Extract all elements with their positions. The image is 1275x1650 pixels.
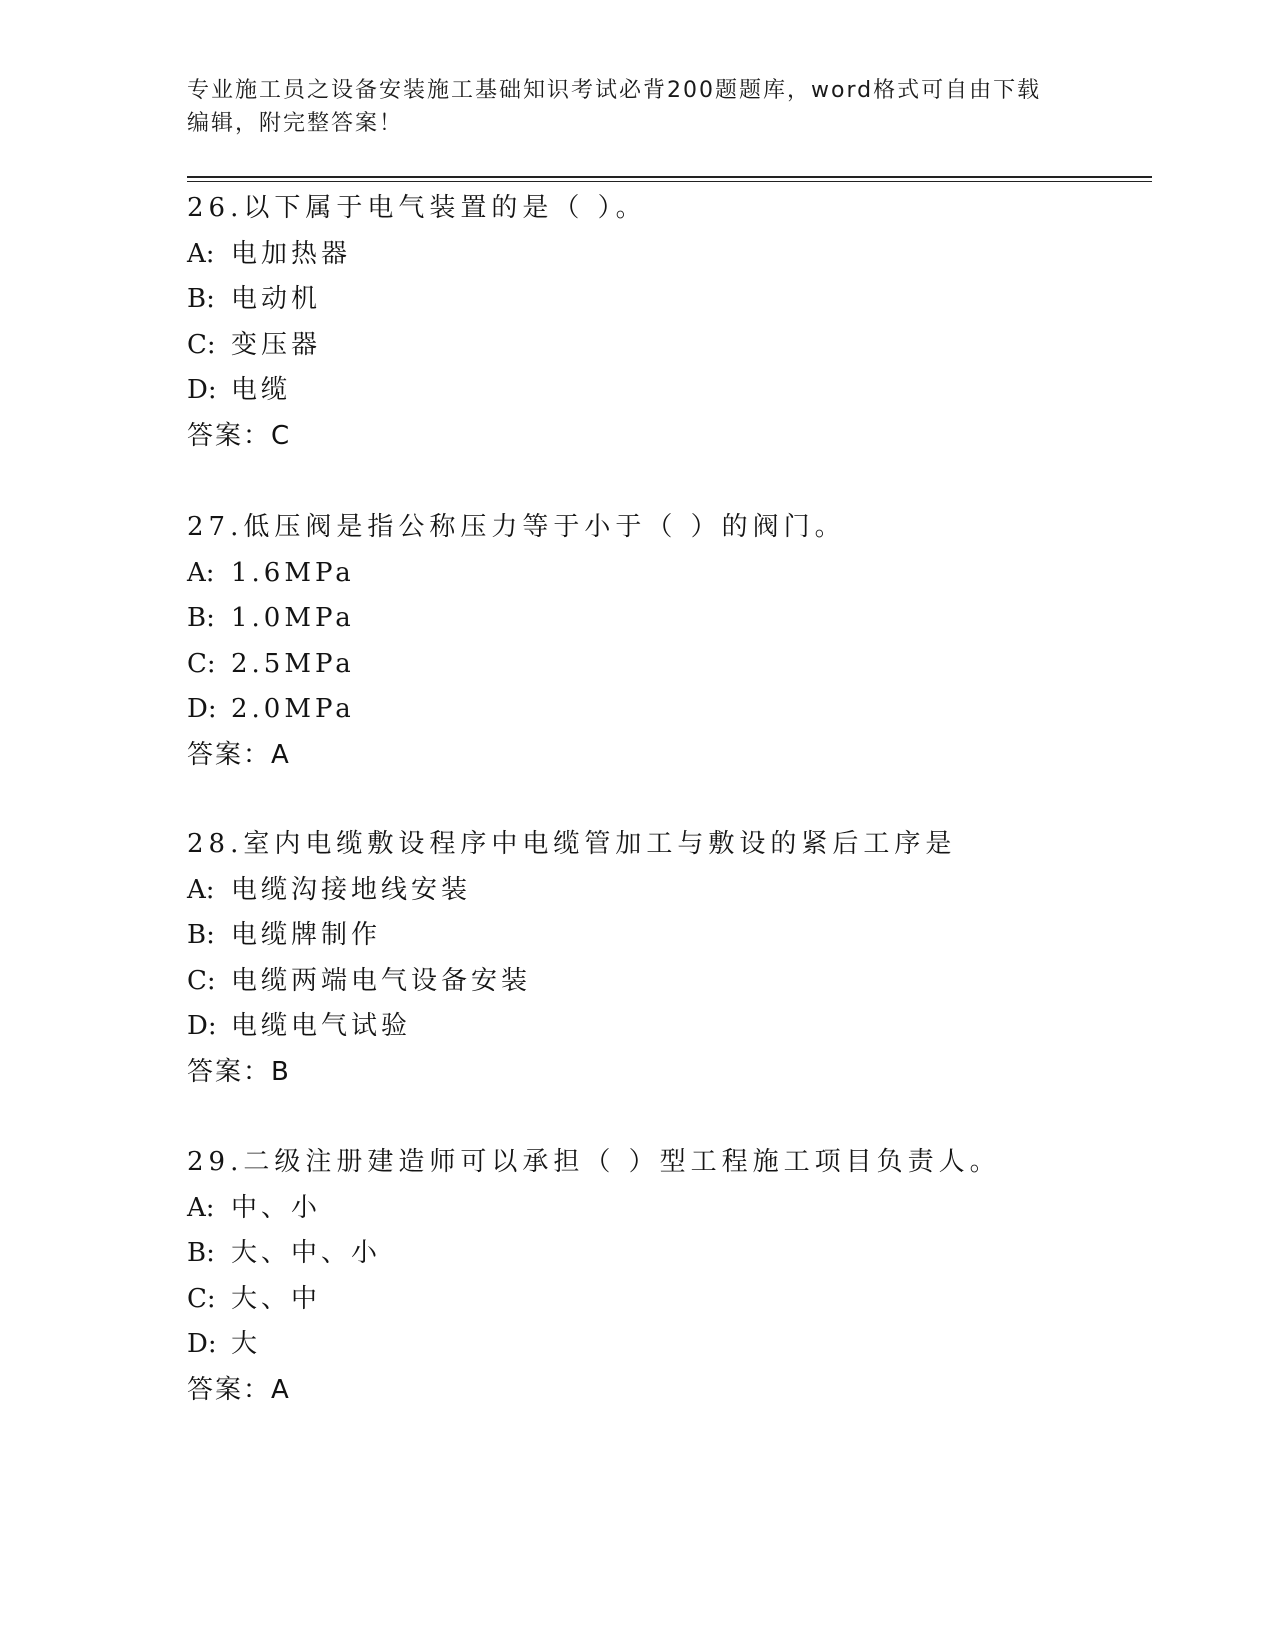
option-text: 大、中、小	[231, 1238, 382, 1269]
option-letter: C:	[187, 965, 216, 996]
option-b	[187, 1231, 1167, 1277]
option-c	[187, 642, 1167, 688]
option-text: 2.5MPa	[231, 648, 355, 679]
option-letter: D:	[187, 694, 217, 725]
option-letter: C:	[187, 648, 216, 679]
option-text: 电缆电气试验	[231, 1011, 412, 1042]
option-text: 大	[231, 1329, 262, 1360]
document-header	[187, 74, 1087, 140]
option-letter: B:	[187, 284, 215, 315]
question-stem: 28.室内电缆敷设程序中电缆管加工与敷设的紧后工序是	[187, 829, 957, 859]
option-letter: A:	[187, 874, 215, 905]
option-letter: B:	[187, 1238, 215, 1269]
option-a	[187, 551, 1167, 597]
option-text: 电加热器	[231, 238, 352, 269]
option-letter: C:	[187, 1283, 216, 1314]
option-text: 变压器	[231, 329, 322, 360]
answer-line: 答案：A	[187, 1374, 291, 1405]
question-stem: 29.二级注册建造师可以承担（ ）型工程施工项目负责人。	[187, 1147, 1001, 1177]
option-letter: A:	[187, 238, 215, 269]
header-line-1: 专业施工员之设备安装施工基础知识考试必背200题题库，word格式可自由下载	[187, 78, 1042, 103]
question-stem: 26.以下属于电气装置的是（ ）。	[187, 193, 647, 223]
question-27	[187, 505, 1167, 779]
question-28	[187, 822, 1167, 1096]
option-text: 电缆沟接地线安装	[231, 874, 472, 905]
option-letter: B:	[187, 603, 215, 634]
option-d	[187, 368, 1167, 414]
option-text: 大、中	[231, 1283, 322, 1314]
option-b	[187, 596, 1167, 642]
option-c	[187, 959, 1167, 1005]
option-letter: A:	[187, 1192, 215, 1223]
option-text: 电缆两端电气设备安装	[231, 965, 532, 996]
option-a	[187, 868, 1167, 914]
option-letter: A:	[187, 557, 215, 588]
option-text: 电缆	[231, 375, 292, 406]
option-b	[187, 277, 1167, 323]
option-letter: B:	[187, 920, 215, 951]
option-c	[187, 1277, 1167, 1323]
answer-line: 答案：B	[187, 1056, 291, 1087]
option-letter: D:	[187, 1011, 217, 1042]
header-line-2: 编辑，附完整答案！	[187, 111, 404, 136]
option-d	[187, 1004, 1167, 1050]
option-c	[187, 323, 1167, 369]
option-a	[187, 232, 1167, 278]
option-d	[187, 1322, 1167, 1368]
option-text: 电缆牌制作	[231, 920, 382, 951]
option-d	[187, 687, 1167, 733]
header-divider-thick	[187, 176, 1152, 178]
question-26	[187, 186, 1167, 460]
option-text: 1.6MPa	[231, 557, 355, 588]
answer-line: 答案：C	[187, 420, 292, 451]
option-letter: D:	[187, 375, 217, 406]
answer-line: 答案：A	[187, 739, 291, 770]
question-stem: 27.低压阀是指公称压力等于小于（ ）的阀门。	[187, 512, 846, 542]
option-letter: C:	[187, 329, 216, 360]
question-29	[187, 1140, 1167, 1414]
option-letter: D:	[187, 1329, 217, 1360]
option-text: 1.0MPa	[231, 603, 355, 634]
option-text: 2.0MPa	[231, 694, 355, 725]
option-text: 电动机	[231, 284, 322, 315]
option-b	[187, 913, 1167, 959]
header-divider-thin	[187, 181, 1152, 182]
option-a	[187, 1186, 1167, 1232]
option-text: 中、小	[231, 1192, 322, 1223]
